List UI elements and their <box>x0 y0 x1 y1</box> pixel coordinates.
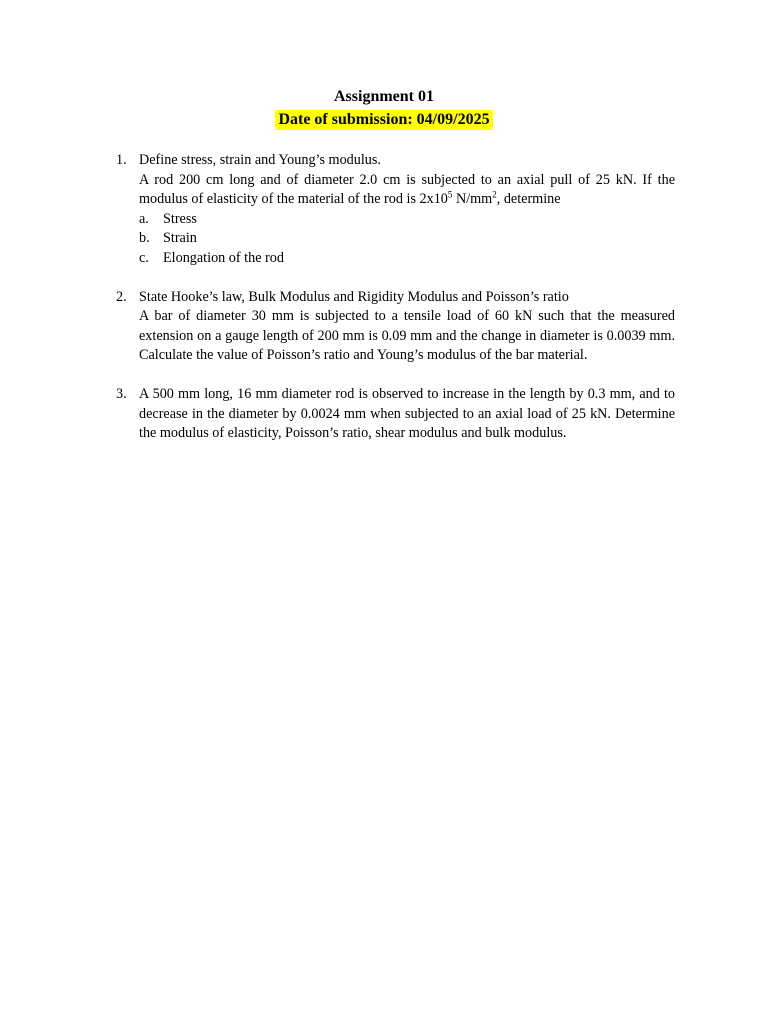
question-paragraph <box>139 171 675 210</box>
sub-question-letter: b. <box>139 230 150 246</box>
sub-question-text: Strain <box>163 230 197 246</box>
paragraph-text: N/mm <box>452 191 493 207</box>
submission-date-highlight: Date of submission: 04/09/2025 <box>275 110 492 130</box>
page-title: Assignment 01 <box>333 88 434 105</box>
exponent: 5 <box>447 189 453 200</box>
sub-question-list <box>139 210 675 269</box>
question-heading: State Hooke’s law, Bulk Modulus and Rigidity Modulus and Poisson’s ratio <box>139 288 569 305</box>
question-2 <box>116 288 675 366</box>
paragraph-text: , determine <box>496 191 561 207</box>
question-body <box>139 385 675 444</box>
question-body <box>139 288 675 366</box>
submission-date-line <box>0 110 768 130</box>
question-1 <box>116 151 675 268</box>
sub-question-letter: c. <box>139 249 149 266</box>
question-number: 2. <box>116 288 127 305</box>
paragraph-text: A rod 200 cm long and of diameter 2.0 cm is subjected to an axial pull of 25 kN. If the modulus of elasticity of the material of the rod is 2x10 <box>139 171 675 207</box>
sub-question-text: Stress <box>163 210 197 227</box>
question-number: 3. <box>116 386 127 402</box>
question-number: 1. <box>116 152 127 168</box>
question-paragraph: A 500 mm long, 16 mm diameter rod is observed to increase in the length by 0.3 mm, and to decrease in the diameter by 0.0024 mm when subjected to an axial load of 25 kN. Determine the modulus of elasticity, Poisson’s ratio, shear modulus and bulk modulus. <box>139 386 675 441</box>
sub-question <box>139 229 675 249</box>
sub-question <box>139 210 675 230</box>
exponent: 2 <box>492 189 497 200</box>
question-list <box>116 151 675 463</box>
sub-question-letter: a. <box>139 210 149 227</box>
sub-question <box>139 249 675 269</box>
question-body <box>139 151 675 268</box>
question-heading: Define stress, strain and Young’s modulus. <box>139 152 381 168</box>
question-paragraph: A bar of diameter 30 mm is subjected to a tensile load of 60 kN such that the measured extension on a gauge length of 200 mm is 0.09 mm and the change in diameter is 0.0039 mm. Calculate the value of Poisson’s ratio and Young’s modulus of the bar material. <box>139 308 675 363</box>
question-3 <box>116 385 675 444</box>
sub-question-text: Elongation of the rod <box>163 249 284 266</box>
